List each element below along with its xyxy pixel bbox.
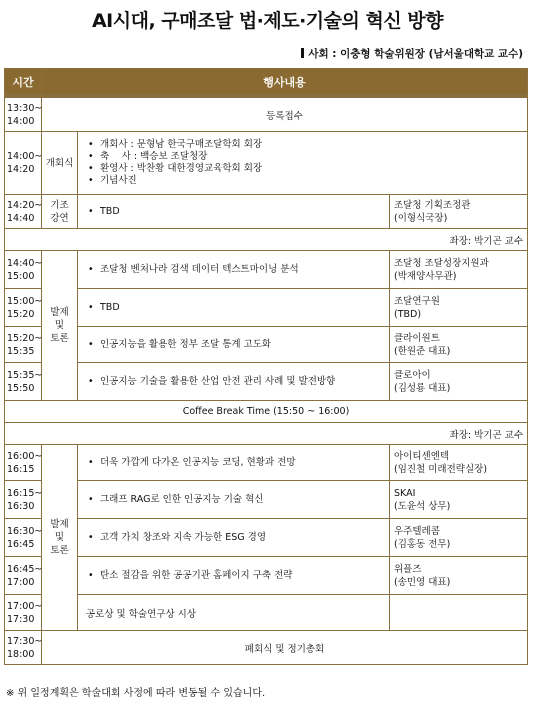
speaker-cell-empty bbox=[390, 595, 528, 631]
time-start: 14:20~ bbox=[7, 199, 43, 211]
row-session1-talk bbox=[5, 363, 528, 401]
list-item: • TBD bbox=[100, 206, 389, 218]
speaker-org: 클라이원트 bbox=[394, 332, 440, 344]
speaker-org: 우주텔레콤 bbox=[394, 525, 440, 537]
row-chair-1 bbox=[5, 229, 528, 251]
closing-text: 폐회식 및 정기총회 bbox=[42, 631, 528, 665]
time-end: 16:45 bbox=[7, 538, 35, 550]
moderator-text: 사회 : 이충형 학술위원장 (남서울대학교 교수) bbox=[308, 48, 523, 60]
list-item: • TBD bbox=[100, 302, 389, 314]
row-opening bbox=[5, 132, 528, 195]
speaker-cell bbox=[390, 519, 528, 557]
speaker-cell bbox=[390, 195, 528, 229]
time-end: 14:20 bbox=[7, 164, 35, 175]
time-start: 16:00~ bbox=[7, 450, 43, 462]
time-end: 14:00 bbox=[7, 115, 35, 127]
time-end: 16:30 bbox=[7, 500, 35, 512]
row-coffee-break bbox=[5, 401, 528, 423]
opening-content bbox=[78, 132, 528, 195]
category-line: 및 bbox=[54, 320, 65, 331]
speaker-cell bbox=[390, 251, 528, 289]
chair-text: 좌장: 박기곤 교수 bbox=[5, 229, 528, 251]
row-session2-talk bbox=[5, 445, 528, 481]
speaker-org: 조달연구원 bbox=[394, 295, 440, 307]
list-item: • 환영사 : 박찬황 대한경영교육학회 회장 bbox=[100, 163, 527, 175]
time-cell bbox=[5, 631, 42, 665]
moderator-marker bbox=[301, 48, 304, 58]
time-start: 17:30~ bbox=[7, 635, 43, 647]
list-item: • 고객 가치 창조와 지속 가능한 ESG 경영 bbox=[100, 532, 389, 544]
row-registration bbox=[5, 98, 528, 132]
list-item: • 기념사진 bbox=[100, 175, 527, 187]
moderator-line bbox=[301, 46, 523, 61]
row-chair-2 bbox=[5, 423, 528, 445]
coffee-break-text: Coffee Break Time (15:50 ~ 16:00) bbox=[5, 401, 528, 423]
category-line: 토론 bbox=[50, 545, 69, 556]
row-session1-talk bbox=[5, 327, 528, 363]
time-start: 14:00~ bbox=[7, 151, 43, 162]
schedule-table bbox=[4, 68, 528, 665]
list-item: • 인공지능 기술을 활용한 산업 안전 관리 사례 및 발전방향 bbox=[100, 376, 389, 388]
time-cell bbox=[5, 132, 42, 195]
category-line: 발제 bbox=[50, 307, 69, 318]
header-program: 행사내용 bbox=[42, 69, 528, 95]
time-end: 15:20 bbox=[7, 308, 35, 320]
time-cell bbox=[5, 595, 42, 631]
list-item: • 조달청 벤처나라 검색 데이터 텍스트마이닝 분석 bbox=[100, 264, 389, 276]
time-end: 17:30 bbox=[7, 613, 35, 625]
speaker-name: (도윤석 상무) bbox=[394, 500, 451, 512]
time-start: 16:45~ bbox=[7, 563, 43, 575]
time-cell bbox=[5, 445, 42, 481]
row-keynote bbox=[5, 195, 528, 229]
speaker-org: 조달청 기획조정관 bbox=[394, 199, 471, 211]
category-keynote bbox=[42, 195, 78, 229]
registration-text: 등록접수 bbox=[42, 98, 528, 132]
category-line: 및 bbox=[54, 532, 65, 543]
list-item: • 탄소 절감을 위한 공공기관 홈페이지 구축 전략 bbox=[100, 570, 389, 582]
talk-title bbox=[78, 327, 390, 363]
row-session2-talk bbox=[5, 519, 528, 557]
time-end: 14:40 bbox=[7, 212, 35, 224]
speaker-cell bbox=[390, 445, 528, 481]
category-line: 토론 bbox=[50, 333, 69, 344]
time-cell bbox=[5, 251, 42, 289]
speaker-name: (김성룡 대표) bbox=[394, 382, 451, 394]
time-start: 15:00~ bbox=[7, 295, 43, 307]
time-start: 16:15~ bbox=[7, 487, 43, 499]
speaker-org: 조달청 조달성장지원과 bbox=[394, 257, 489, 269]
time-end: 16:15 bbox=[7, 463, 35, 475]
header-time: 시간 bbox=[5, 69, 42, 95]
speaker-name: (김홍동 전무) bbox=[394, 538, 451, 550]
speaker-cell bbox=[390, 557, 528, 595]
time-cell bbox=[5, 289, 42, 327]
table-header-row bbox=[5, 69, 528, 95]
speaker-org: 클로아이 bbox=[394, 369, 431, 381]
time-cell bbox=[5, 363, 42, 401]
speaker-org: 아이티센엔텍 bbox=[394, 450, 450, 462]
time-cell bbox=[5, 557, 42, 595]
speaker-name: (송민영 대표) bbox=[394, 576, 451, 588]
row-session1-talk bbox=[5, 289, 528, 327]
talk-title bbox=[78, 519, 390, 557]
talk-title bbox=[78, 481, 390, 519]
time-end: 15:50 bbox=[7, 382, 35, 394]
speaker-name: (한원준 대표) bbox=[394, 345, 451, 357]
speaker-name: (임진철 미래전략실장) bbox=[394, 463, 488, 475]
talk-title bbox=[78, 363, 390, 401]
row-award bbox=[5, 595, 528, 631]
keynote-content bbox=[78, 195, 390, 229]
speaker-name: (박재양사무관) bbox=[394, 270, 457, 282]
time-start: 14:40~ bbox=[7, 257, 43, 269]
list-item: • 인공지능을 활용한 정부 조달 통계 고도화 bbox=[100, 339, 389, 351]
time-cell bbox=[5, 98, 42, 132]
category-line: 강연 bbox=[50, 212, 69, 224]
chair-text: 좌장: 박기곤 교수 bbox=[5, 423, 528, 445]
category-line: 발제 bbox=[50, 519, 69, 530]
list-item: • 그래프 RAG로 인한 인공지능 기술 혁신 bbox=[100, 494, 389, 506]
time-start: 17:00~ bbox=[7, 600, 43, 612]
speaker-org: SKAI bbox=[394, 487, 416, 499]
talk-title bbox=[78, 289, 390, 327]
award-text: 공로상 및 학술연구상 시상 bbox=[78, 595, 390, 631]
speaker-name: (TBD) bbox=[394, 308, 422, 320]
time-end: 18:00 bbox=[7, 648, 35, 660]
time-cell bbox=[5, 327, 42, 363]
row-session1-talk bbox=[5, 251, 528, 289]
page-title: AI시대, 구매조달 법·제도·기술의 혁신 방향 bbox=[91, 10, 444, 32]
footnote: ※ 위 일정계획은 학술대회 사정에 따라 변동될 수 있습니다. bbox=[6, 688, 266, 699]
time-cell bbox=[5, 195, 42, 229]
category-line: 기조 bbox=[50, 199, 69, 211]
time-start: 15:20~ bbox=[7, 332, 43, 344]
speaker-cell bbox=[390, 363, 528, 401]
category-session-2 bbox=[42, 445, 78, 631]
time-start: 13:30~ bbox=[7, 102, 43, 114]
time-cell bbox=[5, 481, 42, 519]
list-item: • 더욱 가깝게 다가온 인공지능 코딩, 현황과 전망 bbox=[100, 457, 389, 469]
time-start: 15:35~ bbox=[7, 369, 43, 381]
list-item: • 축 사 : 백승보 조달청장 bbox=[100, 151, 527, 163]
speaker-cell bbox=[390, 327, 528, 363]
speaker-org: 위플즈 bbox=[394, 563, 422, 575]
time-cell bbox=[5, 519, 42, 557]
row-closing bbox=[5, 631, 528, 665]
talk-title bbox=[78, 445, 390, 481]
speaker-cell bbox=[390, 289, 528, 327]
list-item: • 개회사 : 문형남 한국구매조달학회 회장 bbox=[100, 139, 527, 151]
category-session-1 bbox=[42, 251, 78, 401]
talk-title bbox=[78, 251, 390, 289]
time-end: 17:00 bbox=[7, 576, 35, 588]
row-session2-talk bbox=[5, 481, 528, 519]
time-end: 15:00 bbox=[7, 270, 35, 282]
talk-title bbox=[78, 557, 390, 595]
speaker-cell bbox=[390, 481, 528, 519]
category-opening: 개회식 bbox=[42, 132, 78, 195]
speaker-name: (이형식국장) bbox=[394, 212, 448, 224]
row-session2-talk bbox=[5, 557, 528, 595]
time-start: 16:30~ bbox=[7, 525, 43, 537]
time-end: 15:35 bbox=[7, 345, 35, 357]
